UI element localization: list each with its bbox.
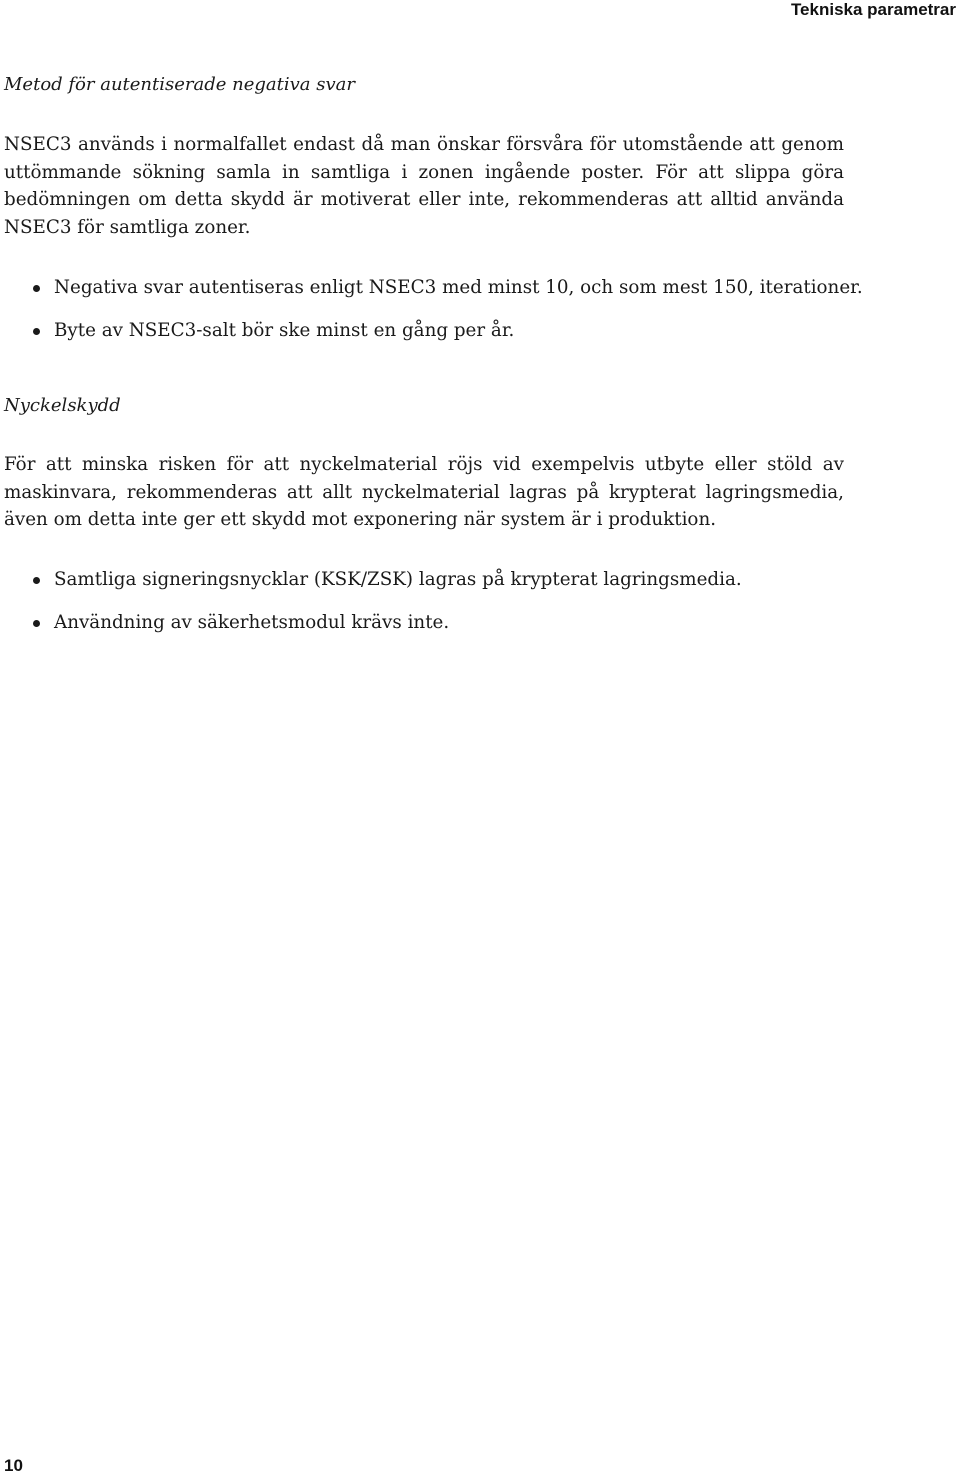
running-header-title: Tekniska parametrar [790,0,956,19]
list-item-text: Användning av säkerhetsmodul krävs inte. [54,612,450,633]
list-item [4,609,904,637]
bullet-list-nsec3 [4,274,904,360]
bullet-dot-icon [33,577,40,584]
section-heading-key-protection: Nyckelskydd [4,395,121,416]
list-item [4,317,904,345]
list-item-text: Samtliga signeringsnycklar (KSK/ZSK) lagras på krypterat lagringsmedia. [54,569,742,590]
bullet-list-key-protection [4,566,904,652]
bullet-dot-icon [33,285,40,292]
list-item-text: Negativa svar autentiseras enligt NSEC3 med minst 10, och som mest 150, iterationer. [54,277,863,298]
section-heading-authenticated-negative-answers: Metod för autentiserade negativa svar [4,74,355,95]
section-paragraph-key-protection: För att minska risken för att nyckelmaterial röjs vid exempelvis utbyte eller stöld av maskinvara, rekommenderas att allt nyckelmaterial lagras på krypterat lagringsmedia, även om detta inte ger ett skydd mot exponering när system är i produktion. [4,454,844,530]
bullet-dot-icon [33,328,40,335]
section-paragraph-nsec3: NSEC3 används i normalfallet endast då man önskar försvåra för utomstående att genom uttömmande sökning samla in samtliga i zonen ingående poster. För att slippa göra bedömningen om detta skydd är motiverat eller inte, rekommenderas att alltid använda NSEC3 för samtliga zoner. [4,134,844,238]
list-item [4,566,904,594]
list-item-text: Byte av NSEC3-salt bör ske minst en gång per år. [54,320,515,341]
bullet-dot-icon [33,620,40,627]
page-number: 10 [4,1456,23,1475]
list-item [4,274,904,302]
